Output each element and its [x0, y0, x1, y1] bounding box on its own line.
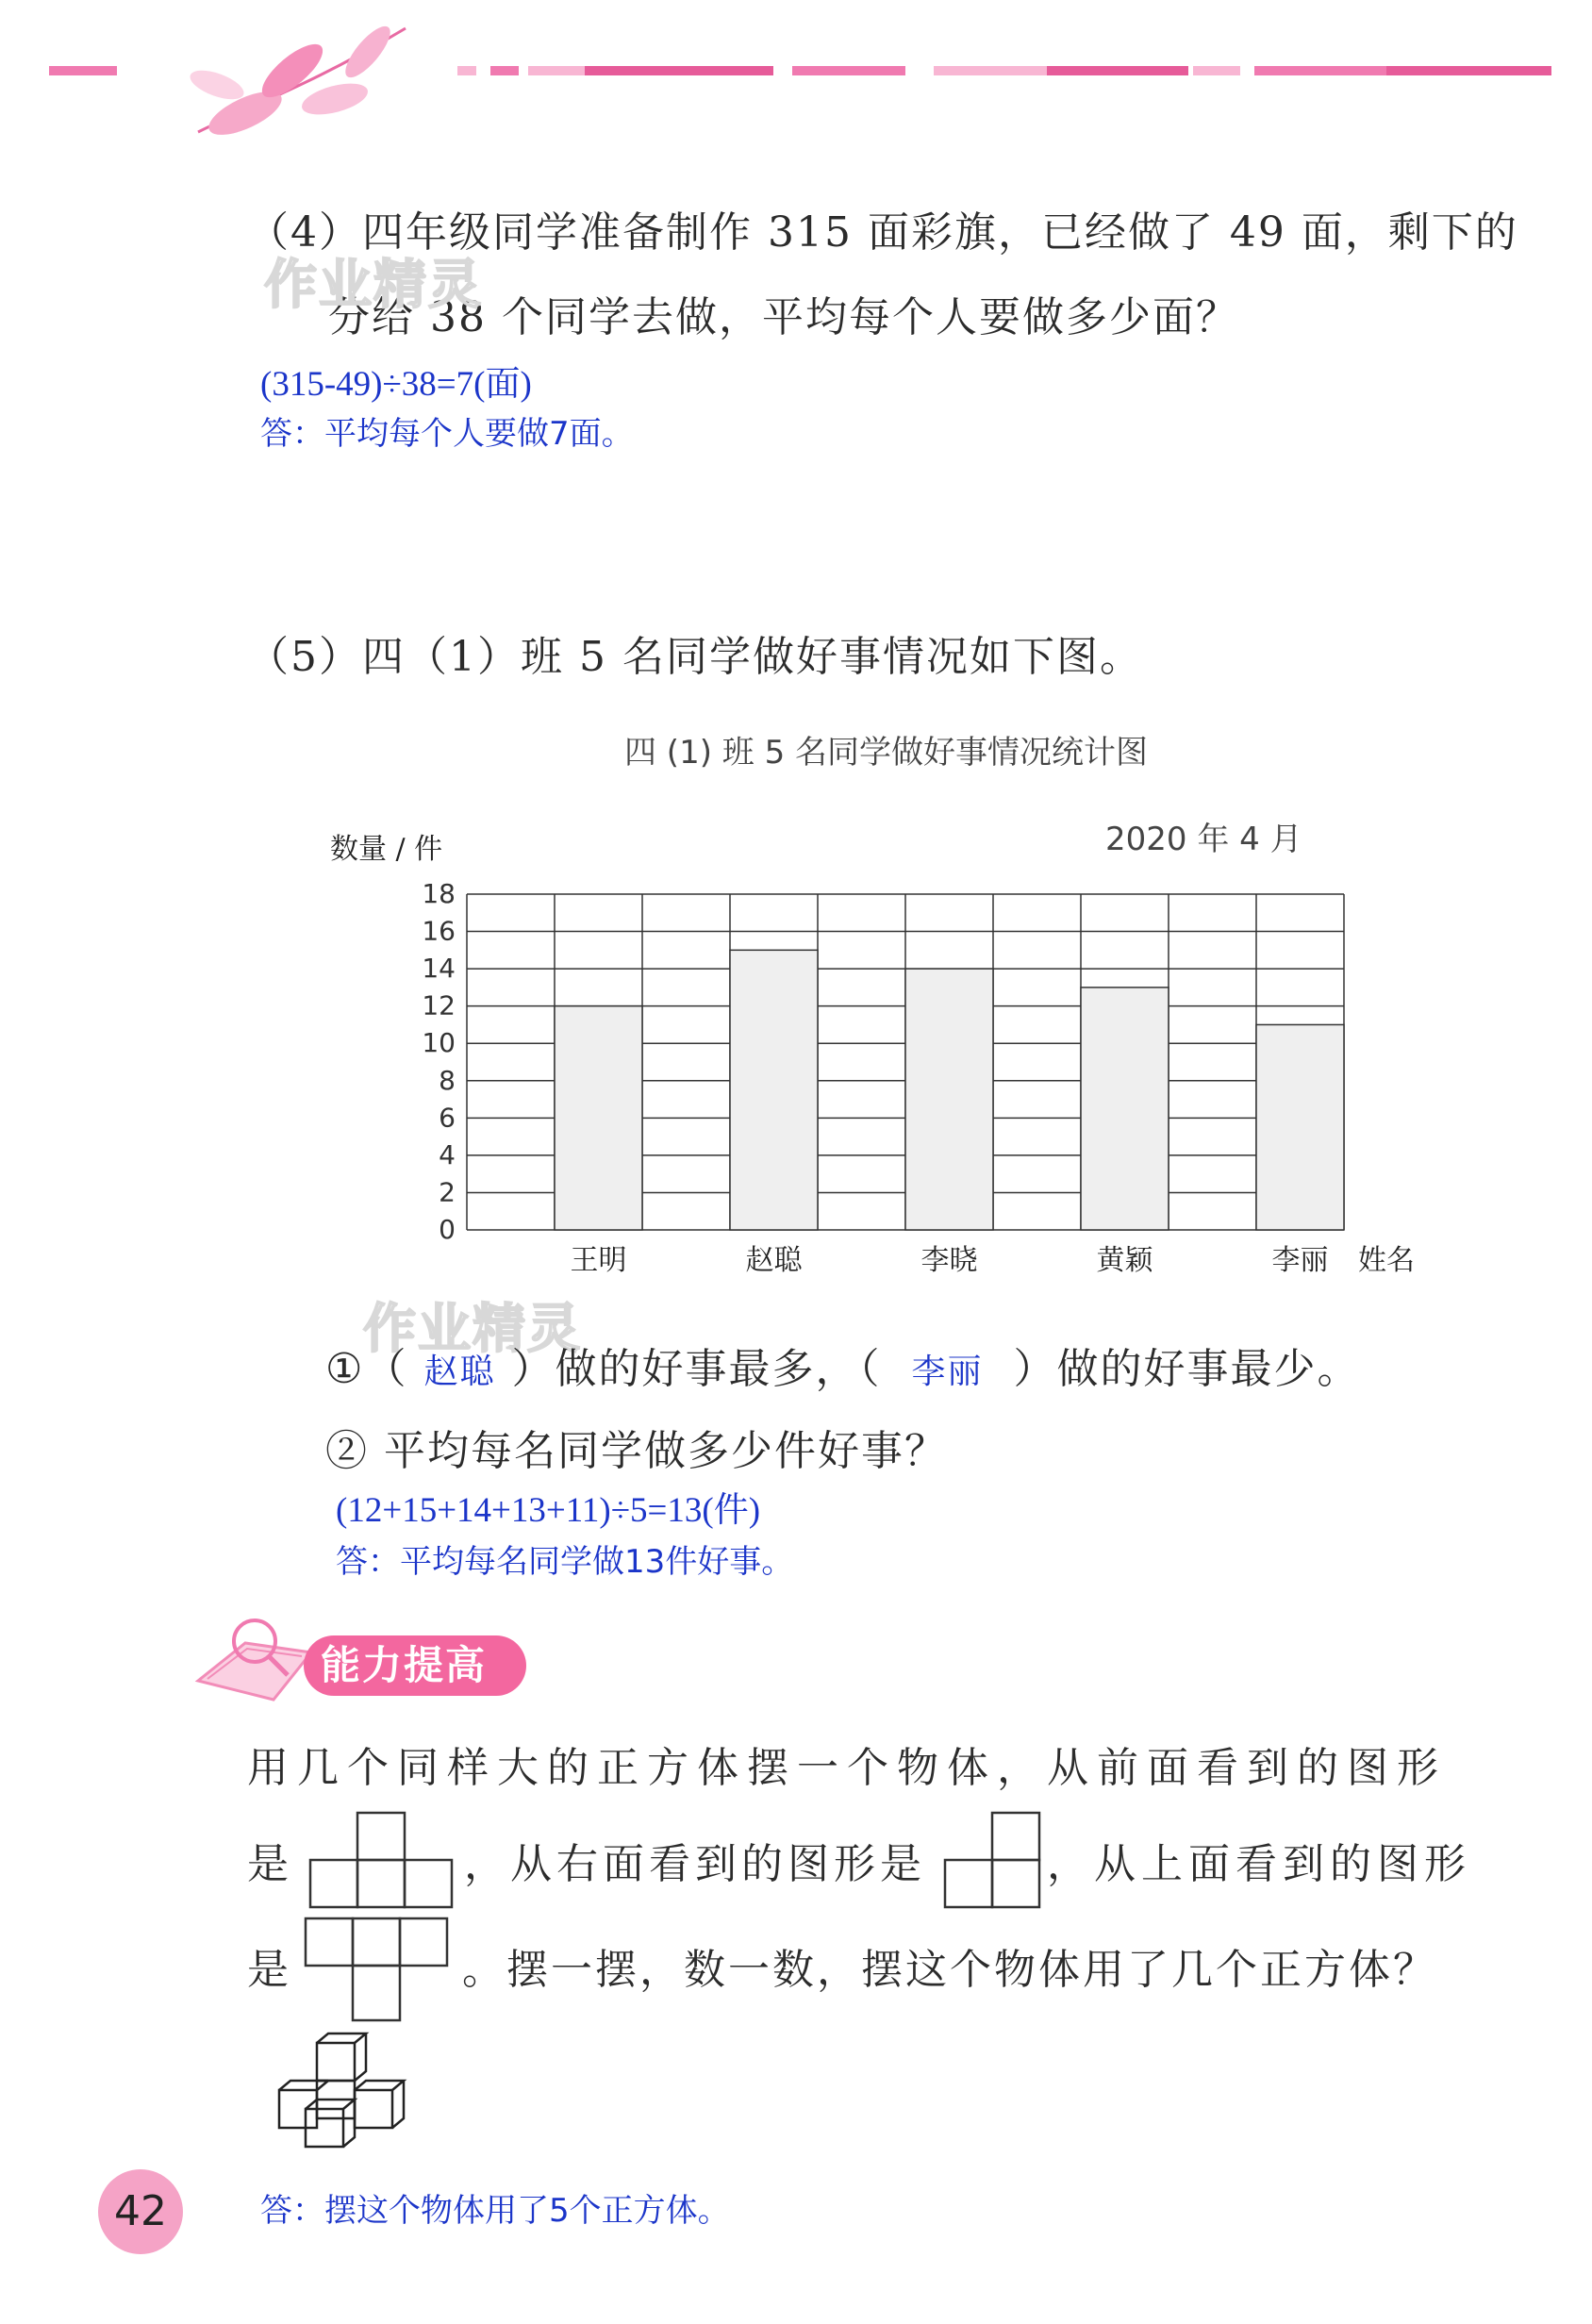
chart-date: 2020 年 4 月	[1105, 821, 1302, 858]
book-icon	[189, 1615, 321, 1709]
x-tick-label: 王明	[570, 1244, 627, 1277]
header-bar	[1386, 66, 1551, 75]
x-tick-label: 黄颖	[1096, 1244, 1153, 1277]
header-bar	[792, 66, 905, 75]
y-tick-label: 16	[422, 915, 456, 947]
q1-suffix: ）做的好事最少。	[1013, 1345, 1361, 1393]
bar-4	[1081, 988, 1169, 1230]
x-axis-label: 姓名	[1358, 1244, 1415, 1277]
problem6-line1: 用几个同样大的正方体摆一个物体，从前面看到的图形	[247, 1744, 1447, 1792]
y-tick-label: 2	[439, 1176, 456, 1208]
bar-1	[555, 1006, 642, 1230]
right-view-figure	[941, 1809, 1045, 1911]
header-bar	[49, 66, 117, 75]
page-number: 42	[98, 2169, 183, 2254]
header-bar	[585, 66, 773, 75]
y-tick-label: 4	[439, 1138, 456, 1170]
header-bar	[1193, 66, 1240, 75]
problem6-line2-a: 是	[247, 1840, 290, 1888]
top-view-figure	[302, 1915, 453, 2024]
front-view-figure	[307, 1809, 457, 1911]
header-bar	[1254, 66, 1386, 75]
problem6-line3-b: 。摆一摆，数一数，摆这个物体用了几个正方体？	[462, 1946, 1437, 1994]
problem4-answer-text: 答：平均每个人要做7面。	[260, 415, 634, 453]
q1-answer-least: 李丽	[911, 1353, 984, 1391]
header-bar	[490, 66, 519, 75]
problem5-answer-text: 答：平均每名同学做13件好事。	[336, 1543, 794, 1581]
x-tick-label: 李丽	[1271, 1244, 1329, 1277]
problem5-q2: ② 平均每名同学做多少件好事？	[325, 1427, 948, 1475]
q1-prefix: ①（	[325, 1345, 408, 1393]
y-tick-label: 12	[422, 989, 456, 1021]
chart-title: 四 (1) 班 5 名同学做好事情况统计图	[624, 734, 1149, 772]
x-tick-label: 赵聪	[745, 1244, 803, 1277]
y-tick-label: 8	[439, 1064, 456, 1096]
watermark: 作业精灵	[363, 1299, 582, 1360]
problem6-line2-b: ，从右面看到的图形是	[464, 1840, 926, 1888]
header-bar	[457, 66, 476, 75]
y-axis-label: 数量 / 件	[330, 833, 443, 866]
y-tick-label: 10	[422, 1027, 456, 1059]
problem5-answer-formula: (12+15+14+13+11)÷5=13(件)	[336, 1491, 761, 1530]
bar-chart	[311, 821, 1443, 1283]
problem6-line2-c: ，从上面看到的图形	[1047, 1840, 1471, 1888]
header-bar	[934, 66, 1047, 75]
problem6-line3-a: 是	[247, 1946, 290, 1994]
problem4-line2: 分给 38 个同学去做，平均每个人要做多少面？	[328, 293, 1239, 341]
bar-5	[1256, 1024, 1344, 1230]
problem4-answer-formula: (315-49)÷38=7(面)	[260, 365, 532, 404]
problem5-q1	[325, 1335, 1360, 1395]
y-tick-label: 18	[422, 878, 456, 909]
q1-middle: ）做的好事最多，（	[511, 1345, 882, 1393]
problem5-intro: （5）四（1）班 5 名同学做好事情况如下图。	[247, 633, 1143, 681]
y-tick-label: 14	[422, 953, 456, 985]
problem6-answer-text: 答：摆这个物体用了5个正方体。	[260, 2192, 730, 2230]
header-bar	[528, 66, 585, 75]
y-tick-label: 0	[439, 1214, 456, 1245]
y-tick-label: 6	[439, 1102, 456, 1134]
section-badge: 能力提高	[304, 1635, 526, 1696]
cube-stack-figure	[262, 2028, 432, 2160]
bar-3	[905, 969, 993, 1230]
q1-answer-most: 赵聪	[423, 1353, 496, 1391]
x-tick-label: 李晓	[920, 1244, 978, 1277]
watermark: 作业精灵	[264, 255, 483, 316]
header-bar	[1047, 66, 1188, 75]
problem4-line1: （4）四年级同学准备制作 315 面彩旗，已经做了 49 面，剩下的	[247, 208, 1518, 257]
bar-2	[730, 950, 818, 1230]
leaf-branch-icon	[179, 19, 424, 151]
